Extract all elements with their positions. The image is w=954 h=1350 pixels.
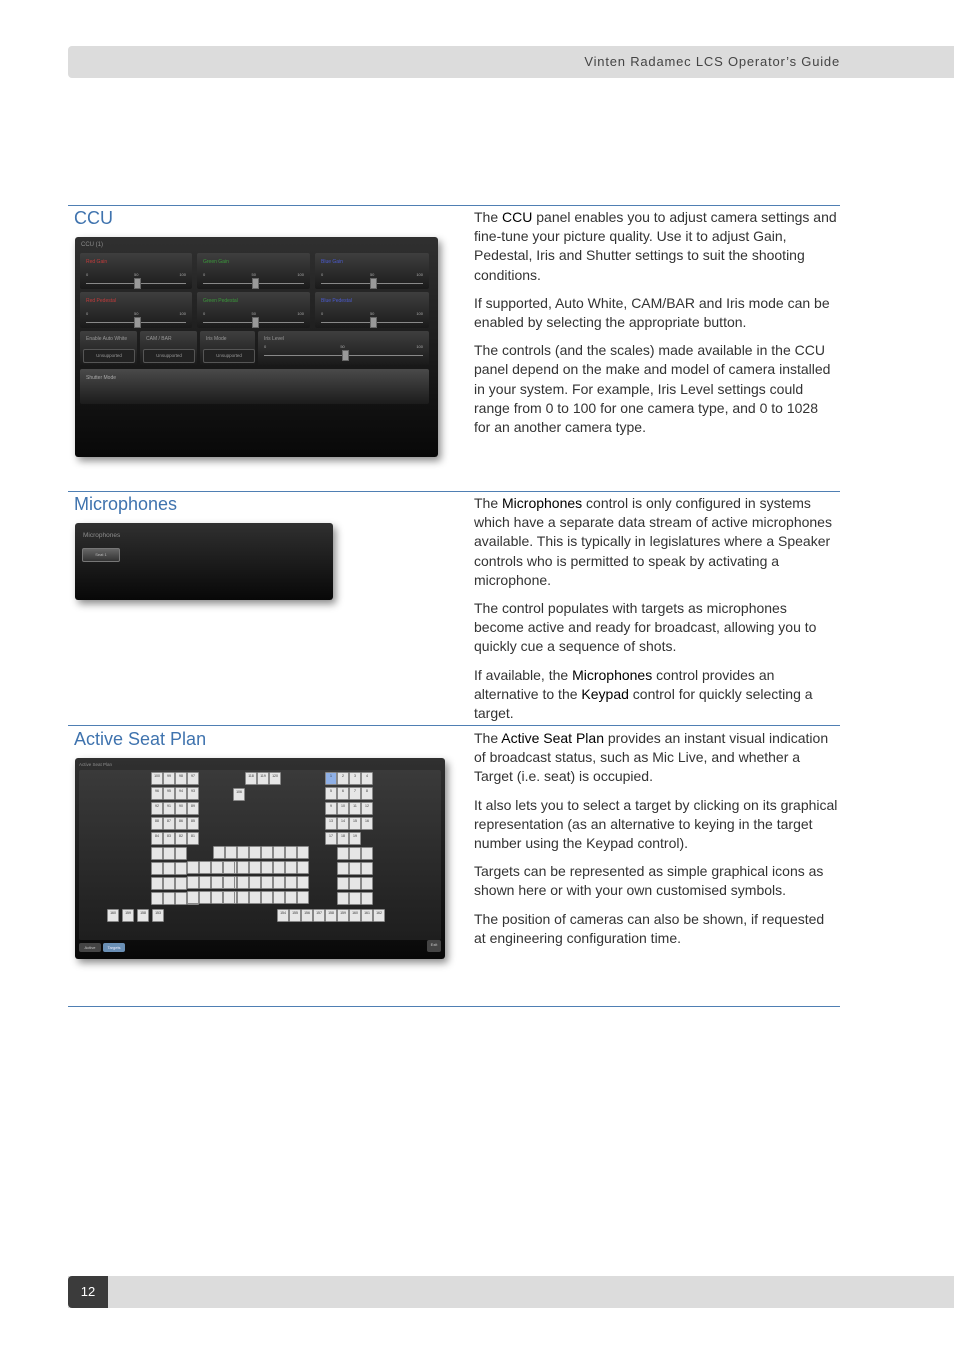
seat-target[interactable] bbox=[211, 861, 223, 874]
seat-target[interactable] bbox=[163, 877, 175, 890]
slider-mid: 50 bbox=[369, 272, 375, 277]
slider-mid: 50 bbox=[134, 311, 139, 316]
seat-1-button[interactable]: Seat 1 bbox=[82, 548, 120, 562]
targets-button[interactable]: Targets bbox=[103, 943, 125, 952]
bold-term: Microphones bbox=[572, 666, 653, 683]
seat-target[interactable] bbox=[175, 892, 187, 905]
slider-mid: 50 bbox=[251, 272, 256, 277]
slider-knob[interactable] bbox=[370, 317, 377, 328]
seat-target[interactable] bbox=[361, 877, 373, 890]
text-run: The bbox=[474, 495, 503, 511]
seat-target[interactable] bbox=[163, 847, 175, 860]
control-label: Enable Auto White bbox=[86, 336, 128, 342]
seat-target[interactable] bbox=[273, 876, 285, 889]
seat-target[interactable] bbox=[297, 846, 309, 859]
text-run: panel enables you to adjust camera settings and fine-tune your picture quality. Use it to adjust Gain, Pedestal, Iris and Shutter settings to suit the shooting conditions. bbox=[474, 209, 837, 283]
seat-target[interactable]: 85 bbox=[187, 817, 199, 830]
seat-target[interactable] bbox=[199, 891, 211, 904]
seat-target[interactable]: 160 bbox=[107, 909, 119, 922]
slider-max: 100 bbox=[416, 272, 423, 277]
seat-target[interactable] bbox=[211, 876, 223, 889]
slider-mid: 50 bbox=[369, 311, 375, 316]
seat-target[interactable] bbox=[237, 876, 249, 889]
seat-target[interactable] bbox=[175, 862, 187, 875]
slider-max: 100 bbox=[297, 311, 304, 316]
seat-target[interactable] bbox=[297, 861, 309, 874]
section-rule-end bbox=[68, 1006, 840, 1007]
slider-min: 0 bbox=[86, 311, 89, 316]
seat-target[interactable] bbox=[261, 891, 273, 904]
control-label: Red Pedestal bbox=[86, 298, 117, 304]
page-number: 12 bbox=[68, 1276, 108, 1308]
slider-min: 0 bbox=[321, 272, 324, 277]
auto-white-control bbox=[80, 331, 137, 365]
seat-target[interactable]: 119 bbox=[257, 772, 269, 785]
text-run: The bbox=[474, 209, 503, 225]
seat-target[interactable]: 97 bbox=[187, 772, 199, 785]
seat-target[interactable] bbox=[349, 847, 361, 860]
slider-knob[interactable] bbox=[134, 317, 141, 328]
seat-target[interactable]: 3 bbox=[349, 772, 361, 785]
seat-target[interactable]: 15 bbox=[349, 817, 361, 830]
seat-target[interactable]: 94 bbox=[175, 787, 187, 800]
red-gain-slider[interactable] bbox=[86, 272, 186, 287]
seat-target[interactable]: 12 bbox=[361, 802, 373, 815]
seat-target[interactable]: 83 bbox=[163, 832, 175, 845]
header-bar bbox=[68, 46, 954, 78]
slider-knob[interactable] bbox=[342, 350, 349, 361]
paragraph bbox=[474, 494, 838, 590]
green-gain-control[interactable] bbox=[197, 253, 310, 289]
seat-target[interactable] bbox=[163, 862, 175, 875]
seat-target[interactable] bbox=[361, 862, 373, 875]
ccu-panel-image bbox=[75, 237, 438, 457]
control-label: CAM / BAR bbox=[146, 336, 172, 342]
control-label: Blue Gain bbox=[321, 259, 343, 265]
seat-target[interactable] bbox=[223, 876, 235, 889]
seat-target[interactable] bbox=[349, 877, 361, 890]
text-run: provides an instant visual indication of broadcast status, such as Mic Live, and whether a Target (i.e. seat) is occupied. bbox=[474, 730, 829, 785]
seat-target[interactable]: 153 bbox=[152, 909, 164, 922]
seat-target[interactable]: 7 bbox=[349, 787, 361, 800]
blue-pedestal-control[interactable] bbox=[315, 292, 429, 328]
seat-target[interactable]: 106 bbox=[233, 788, 245, 801]
seat-plan-panel-image bbox=[75, 758, 445, 959]
paragraph: If supported, Auto White, CAM/BAR and Iris mode can be enabled by selecting the appropriate button. bbox=[474, 294, 830, 331]
section-rule-ccu bbox=[68, 205, 840, 206]
seat-target[interactable]: 157 bbox=[313, 909, 325, 922]
seat-target[interactable]: 158 bbox=[325, 909, 337, 922]
slider-knob[interactable] bbox=[252, 278, 259, 289]
seat-target[interactable] bbox=[337, 892, 349, 905]
seat-target[interactable]: 95 bbox=[163, 787, 175, 800]
text-run: control provides an alternative to the bbox=[474, 666, 775, 702]
microphones-description bbox=[474, 494, 838, 732]
slider-mid: 50 bbox=[251, 311, 256, 316]
blue-gain-control[interactable] bbox=[315, 253, 429, 289]
seat-target[interactable] bbox=[175, 847, 187, 860]
ccu-description bbox=[474, 208, 838, 446]
exit-button[interactable]: Exit bbox=[427, 940, 441, 952]
seat-target[interactable]: 99 bbox=[163, 772, 175, 785]
seat-target[interactable]: 91 bbox=[163, 802, 175, 815]
seat-target[interactable]: 90 bbox=[175, 802, 187, 815]
seat-target[interactable] bbox=[237, 861, 249, 874]
seat-target[interactable]: 84 bbox=[151, 832, 163, 845]
section-title-ccu: CCU bbox=[74, 208, 113, 228]
blue-pedestal-slider[interactable] bbox=[321, 311, 423, 326]
seat-target[interactable]: 14 bbox=[337, 817, 349, 830]
shutter-mode-control[interactable] bbox=[80, 369, 429, 404]
seat-target[interactable]: 2 bbox=[337, 772, 349, 785]
seat-target[interactable] bbox=[175, 877, 187, 890]
slider-mid: 50 bbox=[134, 272, 139, 277]
seat-target[interactable] bbox=[223, 891, 235, 904]
seat-target[interactable]: 154 bbox=[277, 909, 289, 922]
microphones-panel-image bbox=[75, 523, 333, 600]
seat-target[interactable] bbox=[211, 891, 223, 904]
green-gain-slider[interactable] bbox=[203, 272, 304, 287]
seat-target[interactable] bbox=[237, 846, 249, 859]
seat-target[interactable]: 86 bbox=[175, 817, 187, 830]
seat-target[interactable] bbox=[297, 891, 309, 904]
seat-target[interactable]: 82 bbox=[175, 832, 187, 845]
seat-target[interactable] bbox=[361, 892, 373, 905]
seat-target[interactable] bbox=[223, 861, 235, 874]
paragraph bbox=[474, 729, 838, 787]
slider-mid: 50 bbox=[340, 344, 345, 349]
seat-target[interactable]: 81 bbox=[187, 832, 199, 845]
iris-level-control[interactable] bbox=[258, 331, 429, 365]
slider-max: 100 bbox=[179, 272, 186, 277]
control-label: Blue Pedestal bbox=[321, 298, 352, 304]
slider-min: 0 bbox=[203, 272, 206, 277]
seat-target[interactable]: 118 bbox=[245, 772, 257, 785]
seat-target[interactable]: 92 bbox=[151, 802, 163, 815]
auto-white-button[interactable]: Unsupported bbox=[83, 349, 135, 363]
seat-target[interactable]: 1 bbox=[325, 772, 337, 785]
slider-min: 0 bbox=[264, 344, 267, 349]
seat-target[interactable]: 6 bbox=[337, 787, 349, 800]
seat-target[interactable]: 162 bbox=[373, 909, 385, 922]
seat-target[interactable] bbox=[261, 876, 273, 889]
seat-target[interactable]: 100 bbox=[151, 772, 163, 785]
seat-plan-description bbox=[474, 729, 838, 957]
seat-target[interactable] bbox=[249, 891, 261, 904]
seat-target[interactable]: 159 bbox=[122, 909, 134, 922]
seat-target[interactable]: 4 bbox=[361, 772, 373, 785]
iris-mode-button[interactable]: Unsupported bbox=[203, 349, 255, 363]
seat-target[interactable] bbox=[163, 892, 175, 905]
section-title-microphones: Microphones bbox=[74, 494, 178, 514]
seat-target[interactable]: 98 bbox=[175, 772, 187, 785]
seat-target[interactable] bbox=[349, 862, 361, 875]
paragraph bbox=[474, 208, 838, 285]
seat-target[interactable]: 87 bbox=[163, 817, 175, 830]
seat-target[interactable]: 96 bbox=[151, 787, 163, 800]
seat-target[interactable]: 159 bbox=[337, 909, 349, 922]
seat-target[interactable]: 17 bbox=[325, 832, 337, 845]
slider-min: 0 bbox=[86, 272, 89, 277]
iris-level-slider[interactable] bbox=[264, 344, 423, 359]
seat-plan-panel-title: Active Seat Plan bbox=[79, 762, 113, 767]
cam-bar-control bbox=[140, 331, 197, 365]
green-pedestal-control[interactable] bbox=[197, 292, 310, 328]
slider-min: 0 bbox=[203, 311, 206, 316]
paragraph: It also lets you to select a target by clicking on its graphical representation (as an alternative to keying in the target number using the Keypad control). bbox=[474, 796, 838, 852]
bold-term: Keypad bbox=[581, 685, 629, 702]
blue-gain-slider[interactable] bbox=[321, 272, 423, 287]
cam-bar-button[interactable]: Unsupported bbox=[143, 349, 195, 363]
seat-target[interactable] bbox=[273, 846, 285, 859]
seat-target[interactable] bbox=[249, 861, 261, 874]
seat-target[interactable]: 8 bbox=[361, 787, 373, 800]
slider-min: 0 bbox=[321, 311, 324, 316]
seat-target[interactable]: 9 bbox=[325, 802, 337, 815]
seat-target[interactable] bbox=[187, 861, 199, 874]
slider-max: 100 bbox=[297, 272, 304, 277]
seat-target[interactable] bbox=[199, 876, 211, 889]
control-label: Red Gain bbox=[86, 259, 108, 265]
seat-target[interactable]: 13 bbox=[325, 817, 337, 830]
seat-target[interactable]: 5 bbox=[325, 787, 337, 800]
seat-target[interactable] bbox=[337, 862, 349, 875]
seat-target[interactable] bbox=[151, 862, 163, 875]
slider-knob[interactable] bbox=[370, 278, 377, 289]
iris-mode-control bbox=[200, 331, 255, 365]
seat-target[interactable]: 160 bbox=[349, 909, 361, 922]
seat-target[interactable]: 19 bbox=[349, 832, 361, 845]
seat-target[interactable] bbox=[261, 846, 273, 859]
document-title: Vinten Radamec LCS Operator’s Guide bbox=[584, 54, 840, 69]
seat-target[interactable] bbox=[249, 876, 261, 889]
seat-target[interactable] bbox=[285, 891, 297, 904]
seat-target[interactable]: 88 bbox=[151, 817, 163, 830]
control-label: Iris Mode bbox=[206, 336, 227, 342]
bold-term: Active Seat Plan bbox=[501, 730, 604, 746]
seat-target[interactable]: 161 bbox=[361, 909, 373, 922]
green-pedestal-slider[interactable] bbox=[203, 311, 304, 326]
seat-target[interactable] bbox=[249, 846, 261, 859]
seat-target[interactable]: 16 bbox=[361, 817, 373, 830]
seat-target[interactable] bbox=[337, 877, 349, 890]
seat-target[interactable] bbox=[285, 846, 297, 859]
seat-target[interactable] bbox=[237, 891, 249, 904]
seat-target[interactable] bbox=[337, 847, 349, 860]
paragraph: Targets can be represented as simple graphical icons as shown here or with your own customised symbols. bbox=[474, 863, 824, 899]
section-title-seat-plan: Active Seat Plan bbox=[74, 729, 207, 749]
seat-target[interactable]: 156 bbox=[301, 909, 313, 922]
text-run: If available, the bbox=[474, 666, 573, 683]
control-label: Green Gain bbox=[203, 259, 229, 265]
seat-target[interactable] bbox=[187, 891, 199, 904]
active-button[interactable]: Active bbox=[79, 943, 101, 952]
seat-target[interactable] bbox=[199, 861, 211, 874]
seat-target[interactable]: 120 bbox=[269, 772, 281, 785]
paragraph: The controls (and the scales) made available in the CCU panel depend on the make and model of camera installed in your system. For example, Iris Level settings could range from 0 to 100 for one camera type, and 0 to 1028 for an another camera type. bbox=[474, 342, 831, 436]
seat-target[interactable] bbox=[213, 846, 225, 859]
seat-target[interactable]: 155 bbox=[289, 909, 301, 922]
footer-bar bbox=[68, 1276, 954, 1308]
seat-target[interactable] bbox=[261, 861, 273, 874]
ccu-panel-title: CCU (1) bbox=[81, 242, 103, 248]
seat-target[interactable]: 89 bbox=[187, 802, 199, 815]
slider-max: 100 bbox=[416, 344, 423, 349]
seat-target[interactable] bbox=[151, 877, 163, 890]
seat-target[interactable] bbox=[361, 847, 373, 860]
paragraph bbox=[474, 666, 838, 724]
slider-knob[interactable] bbox=[252, 317, 259, 328]
seat-target[interactable] bbox=[273, 861, 285, 874]
seat-target[interactable]: 18 bbox=[337, 832, 349, 845]
microphones-panel-title: Microphones bbox=[83, 532, 121, 539]
paragraph: The position of cameras can also be shown, if requested at engineering configuration time. bbox=[474, 910, 825, 946]
seat-target[interactable] bbox=[151, 847, 163, 860]
seat-target[interactable] bbox=[285, 861, 297, 874]
seat-target[interactable] bbox=[273, 891, 285, 904]
seat-target[interactable]: 158 bbox=[137, 909, 149, 922]
control-label: Iris Level bbox=[264, 336, 285, 342]
seat-target[interactable] bbox=[285, 876, 297, 889]
seat-target[interactable] bbox=[187, 876, 199, 889]
seat-target[interactable]: 93 bbox=[187, 787, 199, 800]
control-label: Green Pedestal bbox=[203, 298, 238, 304]
seat-target[interactable] bbox=[297, 876, 309, 889]
seat-target[interactable] bbox=[151, 892, 163, 905]
red-gain-control[interactable] bbox=[80, 253, 192, 289]
red-pedestal-control[interactable] bbox=[80, 292, 192, 328]
seat-target[interactable]: 11 bbox=[349, 802, 361, 815]
seat-target[interactable] bbox=[349, 892, 361, 905]
paragraph: The control populates with targets as microphones become active and ready for broadcast, allowing you to quickly cue a sequence of shots. bbox=[474, 600, 817, 655]
seat-target[interactable]: 10 bbox=[337, 802, 349, 815]
slider-max: 100 bbox=[179, 311, 186, 316]
slider-max: 100 bbox=[416, 311, 423, 316]
text-run: control is only configured in systems which have a separate data stream of active microphones available. This is typically in legislatures where a Speaker controls who is permitted to speak by activating a microphone. bbox=[474, 495, 832, 588]
bold-term: CCU bbox=[502, 209, 533, 225]
text-run: control for quickly selecting a target. bbox=[474, 685, 813, 722]
slider-knob[interactable] bbox=[134, 278, 141, 289]
text-run: The bbox=[474, 730, 502, 746]
control-label: Shutter Mode bbox=[86, 375, 117, 381]
seat-target[interactable] bbox=[225, 846, 237, 859]
bold-term: Microphones bbox=[502, 495, 583, 511]
red-pedestal-slider[interactable] bbox=[86, 311, 186, 326]
section-rule-microphones bbox=[68, 491, 840, 492]
